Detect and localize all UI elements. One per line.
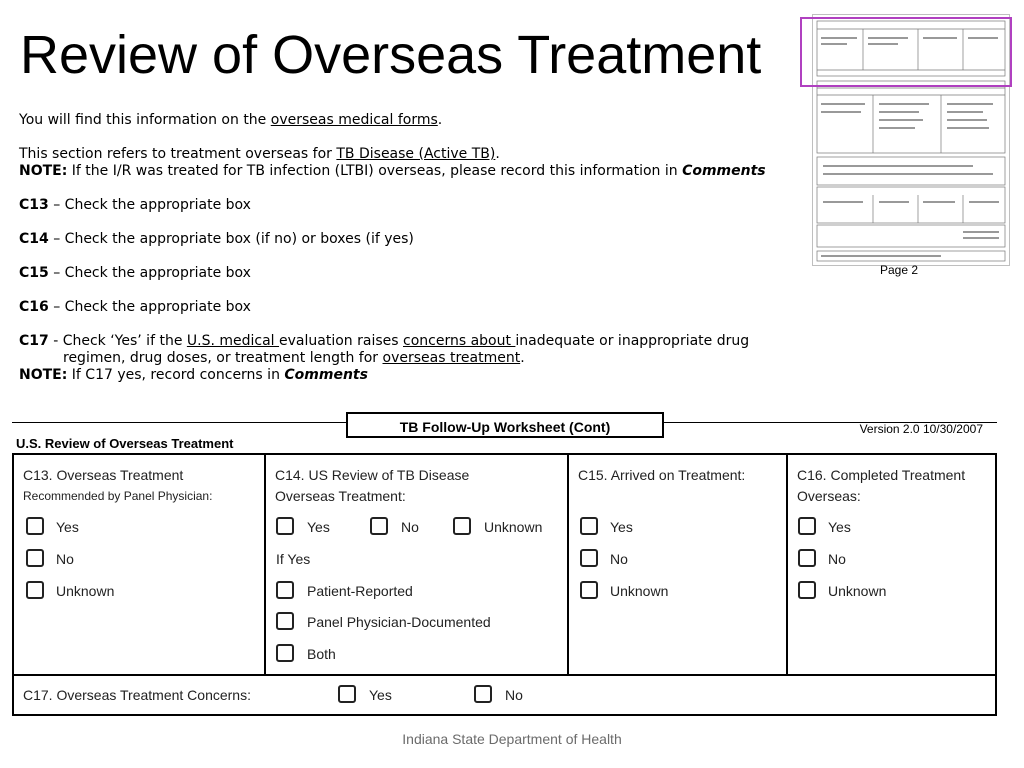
item-c17-cont: regimen, drug doses, or treatment length for overseas treatment. xyxy=(63,350,525,366)
c17-no-label: No xyxy=(505,687,523,703)
c17-yes-label: Yes xyxy=(369,687,392,703)
c14-yes-label: Yes xyxy=(307,519,330,535)
c13-unknown-checkbox[interactable] xyxy=(26,581,44,599)
c14-panel-physician-checkbox[interactable] xyxy=(276,612,294,630)
intro-line-1: You will find this information on the overseas medical forms. xyxy=(19,112,443,128)
c15-label: C15. Arrived on Treatment: xyxy=(578,467,746,483)
c16-unknown-label: Unknown xyxy=(828,583,887,599)
c15-yes-label: Yes xyxy=(610,519,633,535)
c14-unknown-checkbox[interactable] xyxy=(453,517,471,535)
c16-yes-label: Yes xyxy=(828,519,851,535)
c17-no-checkbox[interactable] xyxy=(474,685,492,703)
worksheet-title: TB Follow-Up Worksheet (Cont) xyxy=(346,412,664,438)
c13-cell xyxy=(14,455,266,674)
c14-cell xyxy=(266,455,569,674)
tb-disease-ref: TB Disease (Active TB) xyxy=(336,146,496,162)
c14-panel-physician-label: Panel Physician-Documented xyxy=(307,614,491,630)
c15-no-checkbox[interactable] xyxy=(580,549,598,567)
c14-patient-reported-label: Patient-Reported xyxy=(307,583,413,599)
c13-yes-checkbox[interactable] xyxy=(26,517,44,535)
worksheet-grid xyxy=(12,453,997,716)
thumbnail-caption: Page 2 xyxy=(880,263,919,277)
item-c15: C15 – Check the appropriate box xyxy=(19,265,251,281)
intro-line-2: This section refers to treatment overseas for TB Disease (Active TB). xyxy=(19,146,500,162)
c14-both-label: Both xyxy=(307,646,336,662)
c16-label: C16. Completed Treatment xyxy=(797,467,966,483)
c14-sublabel: Overseas Treatment: xyxy=(275,488,406,504)
c13-label: C13. Overseas Treatment xyxy=(23,467,184,483)
c14-patient-reported-checkbox[interactable] xyxy=(276,581,294,599)
item-c14: C14 – Check the appropriate box (if no) or boxes (if yes) xyxy=(19,231,414,247)
c17-yes-checkbox[interactable] xyxy=(338,685,356,703)
c13-no-checkbox[interactable] xyxy=(26,549,44,567)
c14-yes-checkbox[interactable] xyxy=(276,517,294,535)
item-c13: C13 – Check the appropriate box xyxy=(19,197,251,213)
c16-no-checkbox[interactable] xyxy=(798,549,816,567)
thumbnail-highlight xyxy=(800,17,1012,87)
tb-follow-up-worksheet xyxy=(12,412,997,718)
item-c17: C17 - Check ‘Yes’ if the U.S. medical evaluation raises concerns about inadequate or inappropriate drug xyxy=(19,333,750,349)
worksheet-version: Version 2.0 10/30/2007 xyxy=(859,422,983,436)
c15-cell xyxy=(569,455,788,674)
c13-unknown-label: Unknown xyxy=(56,583,115,599)
c13-sublabel: Recommended by Panel Physician: xyxy=(23,489,213,503)
c15-yes-checkbox[interactable] xyxy=(580,517,598,535)
c14-label: C14. US Review of TB Disease xyxy=(275,467,470,483)
c17-note: NOTE: If C17 yes, record concerns in Comments xyxy=(19,367,368,383)
c13-yes-label: Yes xyxy=(56,519,79,535)
intro-note: NOTE: If the I/R was treated for TB infection (LTBI) overseas, please record this information in Comments xyxy=(19,163,766,179)
section-title: U.S. Review of Overseas Treatment xyxy=(16,436,234,451)
c16-cell xyxy=(788,455,995,674)
c16-unknown-checkbox[interactable] xyxy=(798,581,816,599)
overseas-medical-forms-ref: overseas medical forms xyxy=(270,112,438,128)
item-c16: C16 – Check the appropriate box xyxy=(19,299,251,315)
c15-no-label: No xyxy=(610,551,628,567)
c14-no-checkbox[interactable] xyxy=(370,517,388,535)
instructions xyxy=(19,112,809,384)
c14-no-label: No xyxy=(401,519,419,535)
c16-sublabel: Overseas: xyxy=(797,488,861,504)
c14-if-yes-label: If Yes xyxy=(276,551,311,567)
c16-yes-checkbox[interactable] xyxy=(798,517,816,535)
c16-no-label: No xyxy=(828,551,846,567)
footer-organization: Indiana State Department of Health xyxy=(402,731,622,747)
c15-unknown-checkbox[interactable] xyxy=(580,581,598,599)
c13-no-label: No xyxy=(56,551,74,567)
slide-title: Review of Overseas Treatment xyxy=(20,25,762,85)
c14-both-checkbox[interactable] xyxy=(276,644,294,662)
c17-label: C17. Overseas Treatment Concerns: xyxy=(23,687,251,703)
c17-row xyxy=(14,674,995,714)
c15-unknown-label: Unknown xyxy=(610,583,669,599)
c14-unknown-label: Unknown xyxy=(484,519,543,535)
